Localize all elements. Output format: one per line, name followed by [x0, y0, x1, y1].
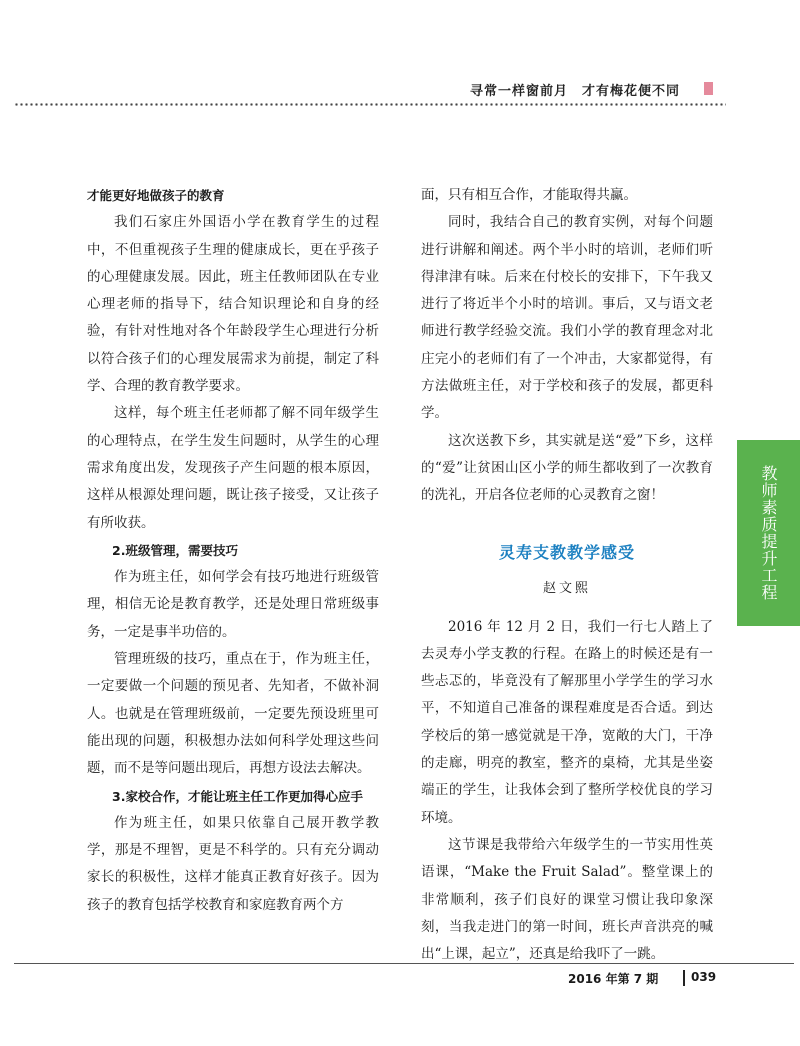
- article-paragraph: 这节课是我带给六年级学生的一节实用性英语课，“Make the Fruit Salad”。整堂课上的非常顺利，孩子们良好的课堂习惯让我印象深刻，当我走进门的第一时间，班长声音洪亮的喊出“上课，起立”，还真是给我吓了一跳。: [421, 836, 713, 963]
- header-slogan: 寻常一样窗前月 才有梅花便不同: [470, 84, 681, 99]
- header-accent-mark: [704, 82, 713, 95]
- body-paragraph: 管理班级的技巧，重点在于，作为班主任，一定要做一个问题的预见者、先知者，不做补洞人。也就是在管理班级前，一定要先预设班里可能出现的问题，积极想办法如何科学处理这些问题，而不是等问题出现后，再想方设法去解决。: [87, 651, 379, 777]
- body-paragraph-continued: 面，只有相互合作，才能取得共赢。: [421, 187, 637, 203]
- left-column: [87, 182, 379, 919]
- footer-rule: [14, 963, 794, 964]
- body-paragraph: 作为班主任，如果只依靠自己展开教学教学，那是不理智，更是不科学的。只有充分调动家长的积极性，这样才能真正教育好孩子。因为孩子的教育包括学校教育和家庭教育两个方: [87, 814, 379, 913]
- article-paragraph: 2016 年 12 月 2 日，我们一行七人踏上了去灵寿小学支教的行程。在路上的时候还是有一些忐忑的，毕竟没有了解那里小学学生的学习水平，不知道自己准备的课程难度是否合适。到达学校后的第一感觉就是干净，宽敞的大门，干净的走廊，明亮的教室，整齐的桌椅，尤其是坐姿端正的学生，让我体会到了整所学校优良的学习环境。: [421, 618, 713, 826]
- body-paragraph: 作为班主任，如何学会有技巧地进行班级管理，相信无论是教育教学，还是处理日常班级事务，一定是事半功倍的。: [87, 569, 379, 640]
- body-paragraph: 这样，每个班主任老师都了解不同年级学生的心理特点，在学生发生问题时，从学生的心理需求角度出发，发现孩子产生问题的根本原因，这样从根源处理问题，既让孩子接受，又让孩子有所收获。: [87, 405, 379, 531]
- body-paragraph: 这次送教下乡，其实就是送“爱”下乡，这样的“爱”让贫困山区小学的师生都收到了一次教育的洗礼，开启各位老师的心灵教育之窗！: [421, 432, 713, 504]
- header-dotted-rule: [14, 103, 726, 106]
- article-title: 灵寿支教教学感受: [498, 542, 635, 562]
- issue-label: 2016 年第 7 期: [568, 972, 659, 986]
- article-author: 赵文熙: [542, 580, 591, 596]
- body-paragraph: 同时，我结合自己的教育实例，对每个问题进行讲解和阐述。两个半小时的培训，老师们听得津津有味。后来在付校长的安排下，下午我又进行了将近半个小时的培训。事后，又与语文老师进行教学经验交流。我们小学的教育理念对北庄完小的老师们有了一个冲击，大家都觉得，有方法做班主任，对于学校和孩子的发展，都更科学。: [421, 214, 713, 422]
- section-subhead: 才能更好地做孩子的教育: [87, 188, 225, 203]
- section-subhead: 3.家校合作，才能让班主任工作更加得心应手: [112, 788, 363, 804]
- right-column: [421, 182, 713, 968]
- page-number: 039: [691, 970, 717, 984]
- footer-separator: [683, 970, 685, 986]
- body-paragraph: 我们石家庄外国语小学在教育学生的过程中，不但重视孩子生理的健康成长，更在乎孩子的心理健康发展。因此，班主任教师团队在专业心理老师的指导下，结合知识理论和自身的经验，有针对性地对各个年龄段学生心理进行分析以符合孩子们的心理发展需求为前提，制定了科学、合理的教育教学要求。: [87, 214, 379, 395]
- section-side-tab: 教师素质提升工程: [737, 440, 800, 626]
- section-subhead: 2.班级管理，需要技巧: [112, 542, 238, 558]
